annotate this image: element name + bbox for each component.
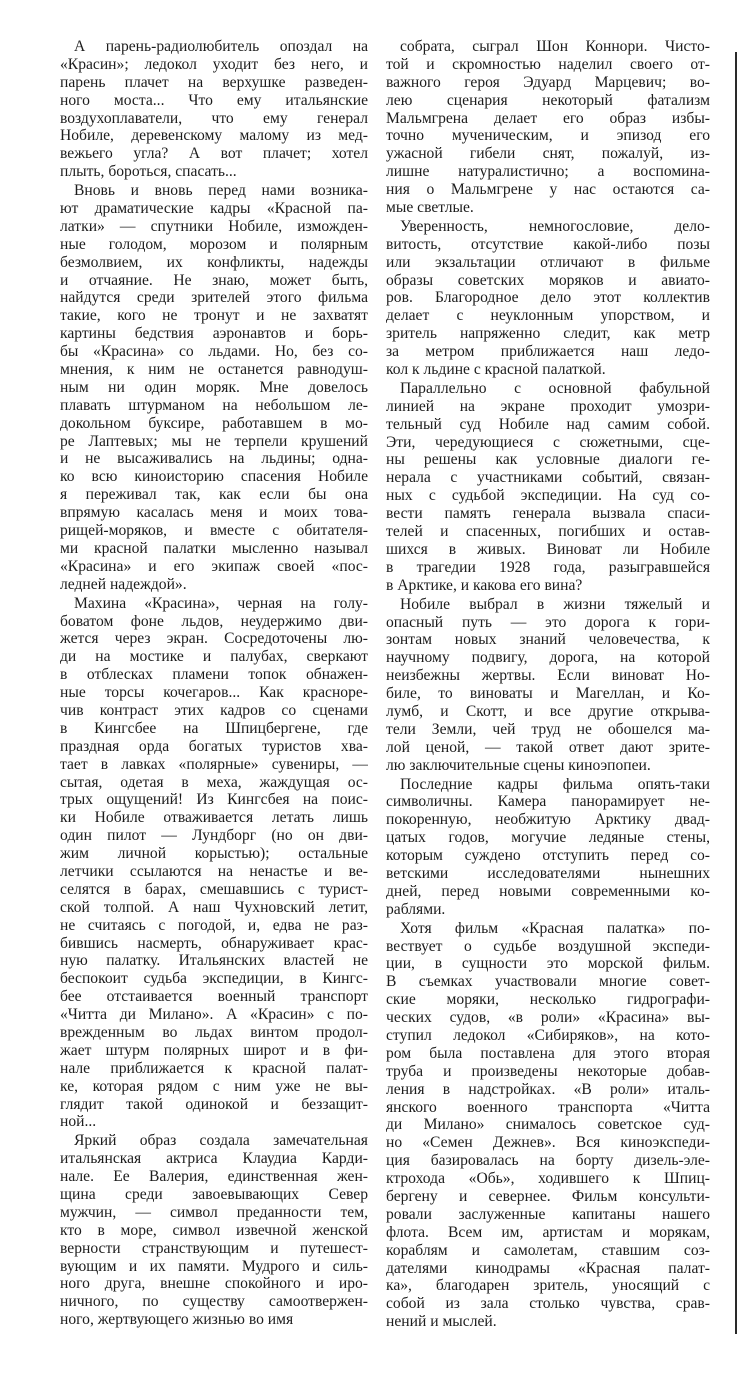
text-line: ного друга, внешне спокойного и иро-	[60, 1275, 368, 1293]
text-line: кораблям и самолетам, ставшим соз-	[386, 1241, 710, 1259]
text-line: нерала с участниками событий, связан-	[386, 469, 710, 487]
text-line: ют драматические кадры «Красной па-	[60, 200, 368, 218]
text-line: бившись насмерть, обнаруживает крас-	[60, 934, 368, 952]
text-line: селятся в барах, смешавшись с турист-	[60, 880, 368, 898]
text-line: ки Нобиле отваживается летать лишь	[60, 809, 368, 827]
text-line: ческих судов, «в роли» «Красина» вы-	[386, 1009, 710, 1027]
text-line: точно мученическим, и эпизод его	[386, 127, 710, 145]
text-line: мужчин, — символ преданности тем,	[60, 1203, 368, 1221]
text-line: шихся в живых. Виноват ли Нобиле	[386, 540, 710, 558]
text-line: латки» — спутники Нобиле, изможден-	[60, 217, 368, 235]
text-line: найдутся среди зрителей этого фильма	[60, 289, 368, 307]
text-line: раблями.	[386, 900, 446, 918]
text-line: лею сценария некоторый фатализм	[386, 91, 710, 109]
text-line: мые светлые.	[386, 199, 474, 217]
text-line: делает с неуклонным упорством, и	[386, 307, 710, 325]
text-line: ди Милано» снималось советское суд-	[386, 1116, 710, 1134]
text-line: жим личной корыстью); остальные	[60, 845, 368, 863]
text-line: ции, в сущности это морской фильм.	[386, 955, 710, 973]
paragraph	[386, 218, 710, 379]
text-line: и отчаяние. Не знаю, может быть,	[60, 271, 368, 289]
text-line: картины бедствия аэронавтов и борь-	[60, 325, 368, 343]
text-line: за метром приближается наш ледо-	[386, 343, 710, 361]
text-line: зритель напряженно следит, как метр	[386, 325, 710, 343]
text-line: Махина «Красина», черная на голу-	[74, 594, 368, 612]
text-line: Последние кадры фильма опять-таки	[400, 775, 710, 793]
text-line: праздная орда богатых туристов хва-	[60, 737, 368, 755]
text-line: ные торсы кочегаров... Как красноре-	[60, 684, 368, 702]
text-line: ром была поставлена для этого вторая	[386, 1044, 710, 1062]
text-line: ледней надеждой».	[60, 575, 187, 593]
text-line: ка», благодарен зритель, уносящий с	[386, 1277, 710, 1295]
text-line: чив контраст этих кадров со сценами	[60, 701, 368, 719]
text-line: безмолвием, их конфликты, надежды	[60, 253, 368, 271]
text-line: тели Земли, чей труд не обошелся ма-	[386, 720, 710, 738]
text-line: вествует о судьбе воздушной экспеди-	[386, 937, 710, 955]
paragraph	[386, 380, 710, 595]
text-line: неизбежны жертвы. Если виноват Но-	[386, 667, 710, 685]
text-line: Параллельно с основной фабульной	[400, 379, 710, 397]
text-line: ди на мостике и палубах, сверкают	[60, 648, 368, 666]
text-line: дателями кинодрамы «Красная палат-	[386, 1259, 710, 1277]
text-line: не считаясь с погодой, и, едва не раз-	[60, 916, 368, 934]
text-line: символичны. Камера панорамирует не-	[386, 793, 710, 811]
text-line: летчики ссылаются на ненастье и ве-	[60, 862, 368, 880]
text-line: глядит такой одинокой и беззащит-	[60, 1095, 368, 1113]
paragraph	[386, 596, 710, 775]
text-line: но «Семен Дежнев». Вся киноэкспеди-	[386, 1134, 710, 1152]
text-line: Хотя фильм «Красная палатка» по-	[400, 919, 710, 937]
text-column-left	[60, 38, 368, 1330]
text-line: бее отстаивается военный транспорт	[60, 988, 368, 1006]
text-line: ке, которая рядом с ним уже не вы-	[60, 1077, 368, 1095]
text-line: в трагедии 1928 года, разыгравшейся	[386, 558, 710, 576]
text-line: биле, то виноваты и Магеллан, и Ко-	[386, 685, 710, 703]
text-line: щина среди завоевывающих Север	[60, 1186, 368, 1203]
text-line: ничного, по существу самоотвержен-	[60, 1293, 368, 1311]
text-line: ров. Благородное дело этот коллектив	[386, 289, 710, 307]
text-line: ным ни один моряк. Мне довелось	[60, 378, 368, 396]
text-line: ления в надстройках. «В роли» италь-	[386, 1080, 710, 1098]
text-line: трых ощущений! Из Кингсбея на поис-	[60, 791, 368, 809]
text-line: жется через экран. Сосредоточены лю-	[60, 630, 368, 648]
text-line: ские моряки, несколько гидрографи-	[386, 991, 710, 1009]
text-line: опасный путь — это дорога к гори-	[386, 613, 710, 631]
text-line: или экзальтации отличают в фильме	[386, 253, 710, 271]
text-line: Яркий образ создала замечательная	[74, 1132, 368, 1150]
text-line: важного героя Эдуард Марцевич; во-	[386, 73, 710, 91]
text-line: плавать штурманом на небольшом ле-	[60, 396, 368, 414]
text-line: ровали заслуженные капитаны нашего	[386, 1205, 710, 1223]
text-line: лой ценой, — такой ответ дают зрите-	[386, 738, 710, 756]
text-line: ных с судьбой экспедиции. На суд со-	[386, 487, 710, 505]
text-line: нений и мыслей.	[386, 1313, 497, 1331]
text-line: Вновь и вновь перед нами возника-	[74, 182, 368, 200]
text-line: воздухоплаватели, что ему генерал	[60, 109, 368, 127]
text-line: вести память генерала вызвала спаси-	[386, 505, 710, 523]
text-line: зонтам новых знаний человечества, к	[386, 631, 710, 649]
text-line: бы «Красина» со льдами. Но, без со-	[60, 343, 368, 361]
text-line: рищей-моряков, и вместе с обитателя-	[60, 522, 368, 540]
text-line: ко всю киноисторию спасения Нобиле	[60, 468, 368, 486]
text-line: тает в лавках «полярные» сувениры, —	[60, 755, 368, 773]
paragraph	[386, 920, 710, 1331]
page-edge-rule	[735, 52, 737, 1334]
text-line: ветскими исследователями нынешних	[386, 864, 710, 882]
text-line: ужасной гибели снят, пожалуй, из-	[386, 145, 710, 163]
text-line: которым суждено отступить перед со-	[386, 847, 710, 865]
text-line: ми красной палатки мысленно называл	[60, 539, 368, 557]
text-line: В съемках участвовали многие совет-	[386, 973, 710, 991]
text-line: цатых годов, могучие ледяные стены,	[386, 829, 710, 847]
text-line: ция базировалась на борту дизель-эле-	[386, 1152, 710, 1170]
text-line: нале. Ее Валерия, единственная жен-	[60, 1168, 368, 1186]
text-line: ской толпой. А наш Чухновский летит,	[60, 898, 368, 916]
text-line: флота. Всем им, артистам и морякам,	[386, 1223, 710, 1241]
text-line: ного, жертвующего жизнью во имя	[60, 1311, 294, 1329]
text-line: Уверенность, немногословие, дело-	[400, 217, 710, 235]
text-line: боватом фоне льдов, неудержимо дви-	[60, 612, 368, 630]
text-line: витость, отсутствие какой-либо позы	[386, 235, 710, 253]
text-line: сытая, одетая в меха, жаждущая ос-	[60, 773, 368, 791]
text-line: и не высаживались на льдины; одна-	[60, 450, 368, 468]
text-line: я переживал так, как если бы она	[60, 486, 368, 504]
text-line: докольном буксире, работавшем в мо-	[60, 414, 368, 432]
text-line: верности странствующим и путешест-	[60, 1239, 368, 1257]
text-line: Нобиле, деревенскому малому из мед-	[60, 127, 368, 145]
text-line: плыть, бороться, спасать...	[60, 163, 237, 181]
text-line: ния о Мальмгрене у нас остаются са-	[386, 181, 710, 199]
text-line: лишне натуралистично; а воспомина-	[386, 163, 710, 181]
text-line: янского военного транспорта «Читта	[386, 1098, 710, 1116]
text-line: лумб, и Скотт, и все другие открыва-	[386, 702, 710, 720]
text-line: ступил ледокол «Сибиряков», на кото-	[386, 1026, 710, 1044]
text-line: Эти, чередующиеся с сюжетными, сце-	[386, 433, 710, 451]
text-line: вежьего угла? А вот плачет; хотел	[60, 145, 368, 163]
text-line: мнения, к ним не останется равнодуш-	[60, 361, 368, 379]
paragraph	[60, 595, 368, 1132]
paragraph	[60, 38, 368, 181]
text-line: покоренную, необжитую Арктику двад-	[386, 811, 710, 829]
text-line: собой из зала столько чувства, срав-	[386, 1295, 710, 1313]
text-line: жает штурм полярных широт и в фи-	[60, 1041, 368, 1059]
text-line: лю заключительные сцены киноэпопеи.	[386, 756, 651, 774]
text-line: ной...	[60, 1113, 97, 1131]
paragraph	[386, 776, 710, 919]
text-line: в отблесках пламени топок обнажен-	[60, 666, 368, 684]
text-line: в Кингсбее на Шпицбергене, где	[60, 719, 368, 737]
paragraph	[60, 182, 368, 593]
text-line: вующим и их памяти. Мудрого и силь-	[60, 1257, 368, 1275]
text-line: впрямую касалась меня и моих това-	[60, 504, 368, 522]
text-line: Нобиле выбрал в жизни тяжелый и	[400, 595, 710, 613]
text-line: нале приближается к красной палат-	[60, 1059, 368, 1077]
text-line: ре Лаптевых; мы не терпели крушений	[60, 432, 368, 450]
text-line: такие, кого не тронут и не захватят	[60, 307, 368, 325]
text-line: тельный суд Нобиле над самим собой.	[386, 415, 710, 433]
text-line: собрата, сыграл Шон Коннори. Чисто-	[400, 38, 710, 55]
text-line: телей и спасенных, погибших и остав-	[386, 523, 710, 541]
text-line: Мальмгрена делает его образ избы-	[386, 109, 710, 127]
text-line: той и скромностью наделил своего от-	[386, 55, 710, 73]
text-line: «Красин»; ледокол уходит без него, и	[60, 55, 368, 73]
text-line: ные голодом, морозом и полярным	[60, 235, 368, 253]
text-line: парень плачет на верхушке разведен-	[60, 73, 368, 91]
text-line: «Читта ди Милано». А «Красин» с по-	[60, 1006, 368, 1024]
text-line: ны решены как условные диалоги ге-	[386, 451, 710, 469]
paragraph	[60, 1132, 368, 1329]
text-line: ного моста... Что ему итальянские	[60, 91, 368, 109]
text-line: образы советских моряков и авиато-	[386, 271, 710, 289]
text-line: научному подвигу, дорога, на которой	[386, 649, 710, 667]
text-line: один пилот — Лундборг (но он дви-	[60, 827, 368, 845]
text-line: бергену и севернее. Фильм консульти-	[386, 1188, 710, 1205]
text-line: итальянская актриса Клаудиа Карди-	[60, 1150, 368, 1168]
text-line: беспокоит судьба экспедиции, в Кингс-	[60, 970, 368, 988]
text-line: врежденным во льдах винтом продол-	[60, 1023, 368, 1041]
text-line: кто в море, символ извечной женской	[60, 1221, 368, 1239]
text-line: кол к льдине с красной палаткой.	[386, 361, 606, 379]
text-line: ную палатку. Итальянских властей не	[60, 952, 368, 970]
text-line: труба и произведены некоторые добав-	[386, 1062, 710, 1080]
text-line: А парень-радиолюбитель опоздал на	[74, 38, 368, 55]
text-line: в Арктике, и какова его вина?	[386, 576, 583, 594]
text-line: ктрохода «Обь», ходившего к Шпиц-	[386, 1170, 710, 1188]
text-line: линией на экране проходит умозри-	[386, 397, 710, 415]
text-column-right	[386, 38, 710, 1332]
paragraph	[386, 38, 710, 217]
text-line: «Красина» и его экипаж своей «пос-	[60, 557, 368, 575]
text-line: дней, перед новыми современными ко-	[386, 882, 710, 900]
